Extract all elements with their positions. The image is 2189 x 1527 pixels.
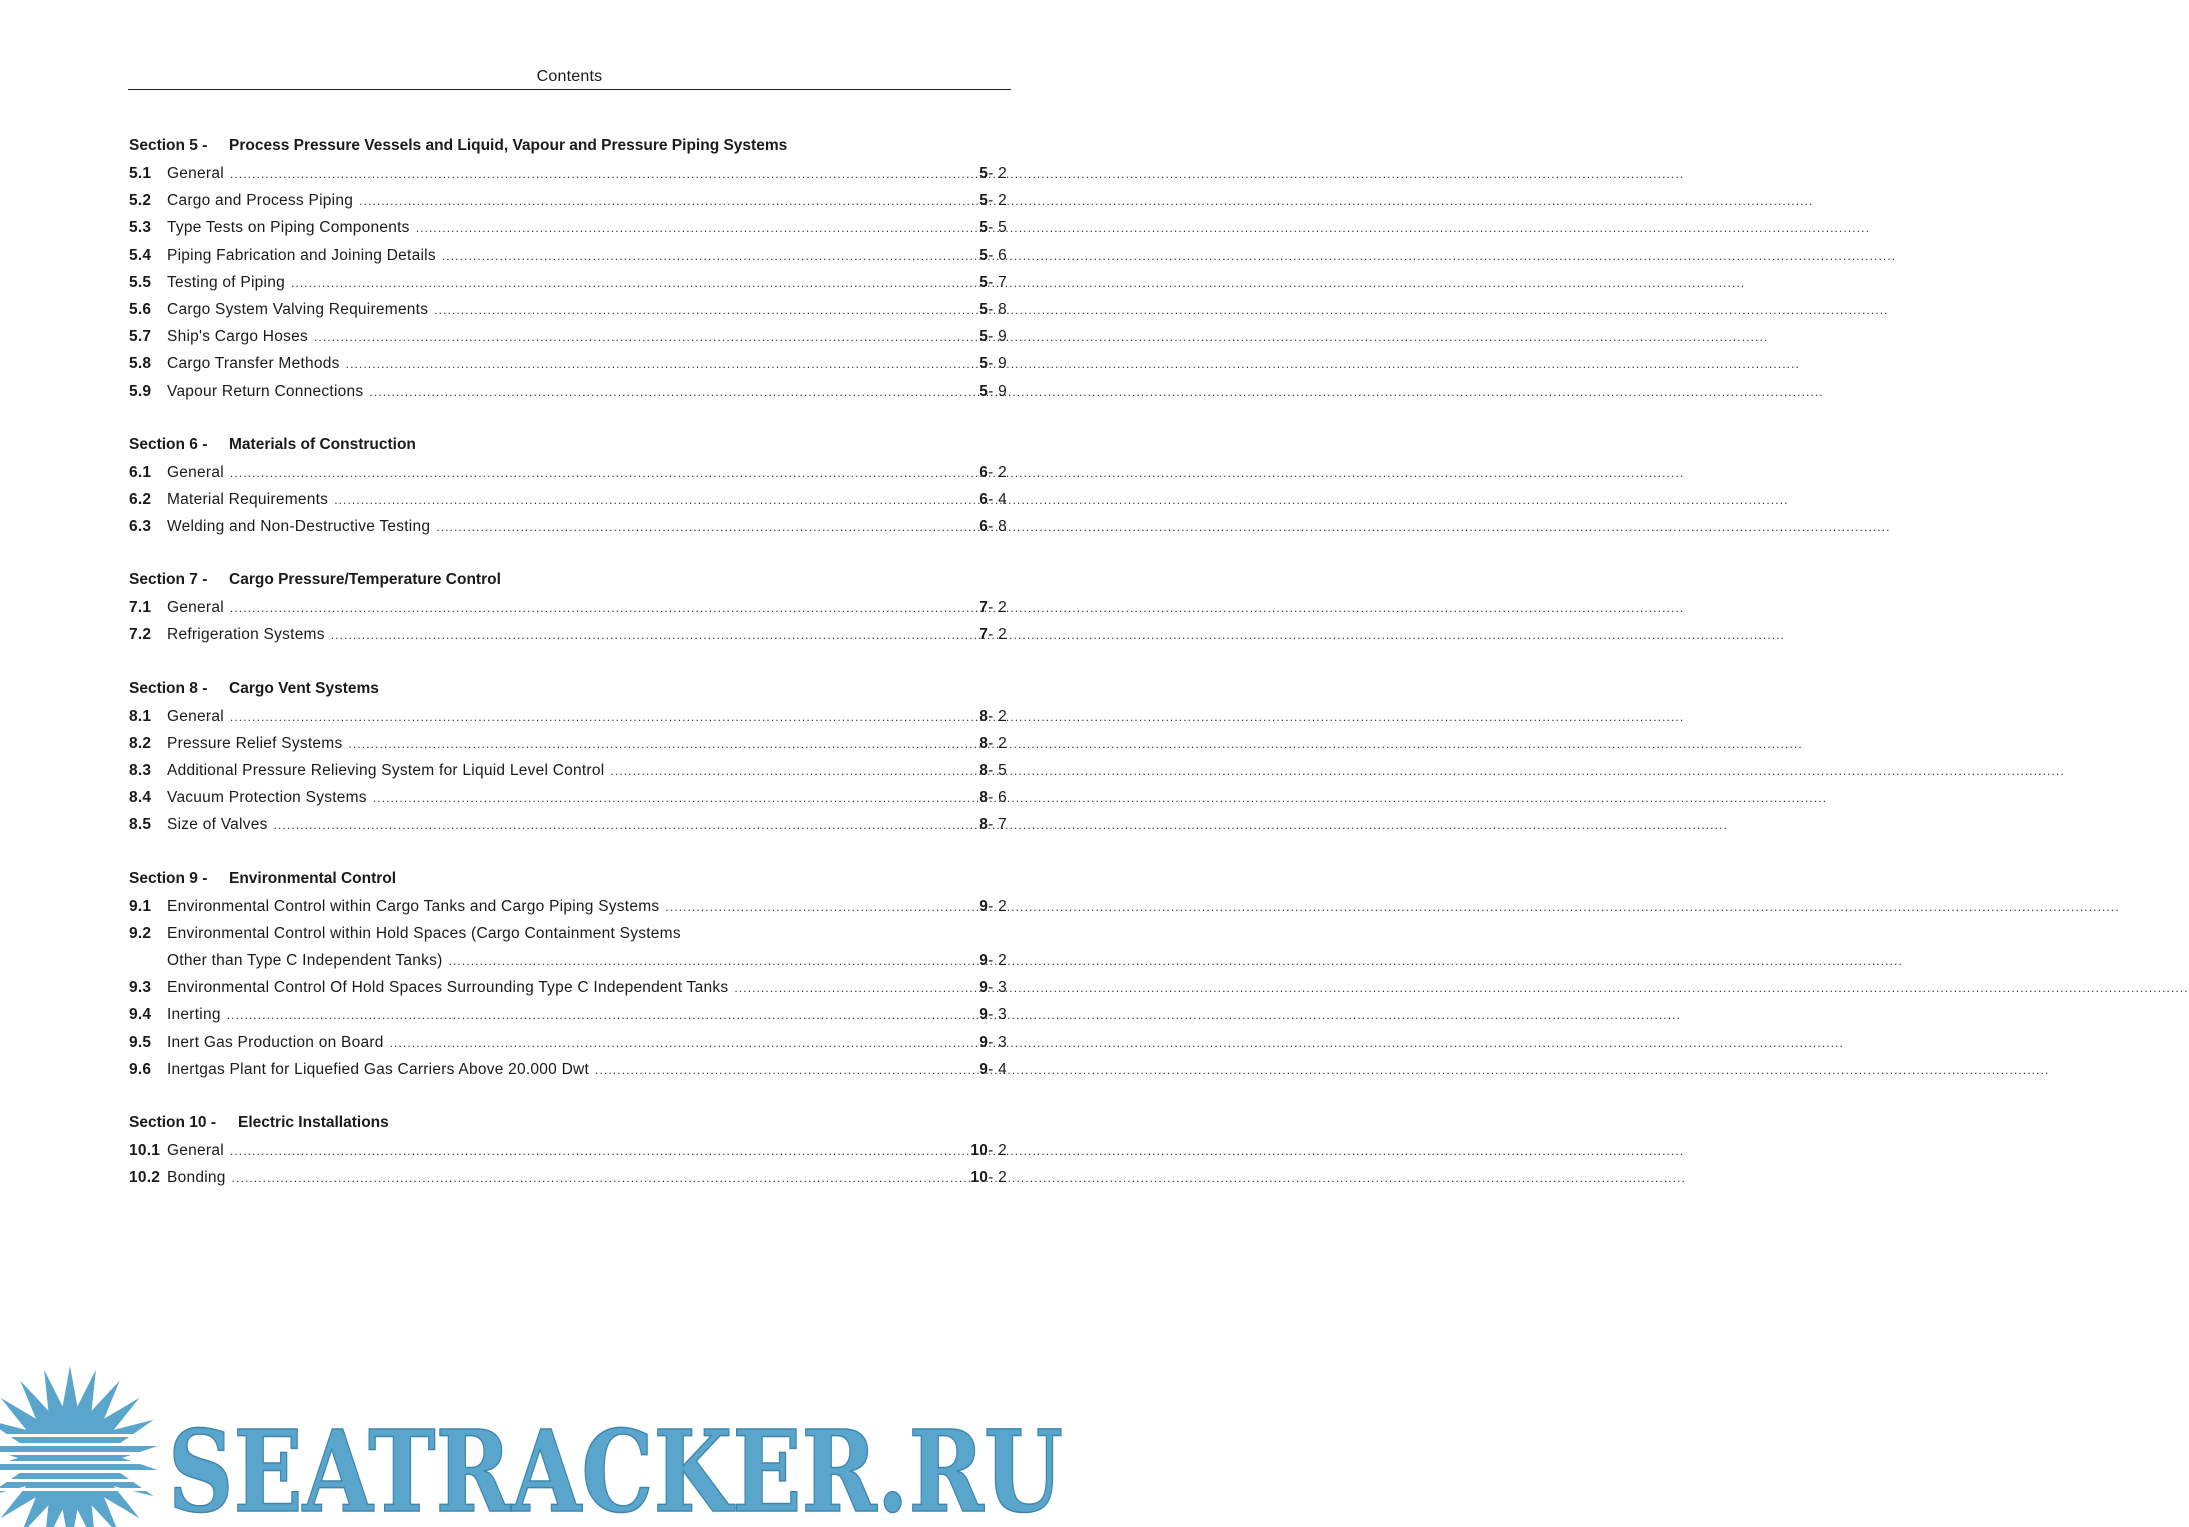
dot-leader [230,161,977,188]
entry-page [970,1137,1007,1164]
toc-entry[interactable] [129,947,1007,974]
entry-number: 8.3 [129,762,152,779]
dot-leader [610,758,977,785]
entry-title: Inerting [167,1006,221,1024]
page-number: - 8 [988,518,1007,536]
toc-entry[interactable] [129,160,1007,187]
toc-entry[interactable] [129,784,1007,811]
entry-title: General [167,1141,224,1159]
header-rule [128,89,1011,90]
entry-title: Environmental Control Of Hold Spaces Surrounding Type C Independent Tanks [167,979,729,997]
entry-number: 5.1 [129,165,152,182]
section-label: Section 9 - [129,869,208,887]
toc-entry[interactable] [129,594,1007,621]
dot-leader [346,351,978,378]
page-section: 9 [979,1006,989,1024]
entry-number: 5.9 [129,382,152,400]
sun-icon [0,1366,170,1527]
entry-title: General [167,165,224,182]
dot-leader [390,1030,978,1057]
page-number: - 6 [988,789,1007,807]
toc-entry[interactable] [129,187,1007,214]
entry-title: Additional Pressure Relieving System for Liquid Level Control [167,762,605,779]
page-section: 5 [979,219,989,237]
entry-page [979,621,1007,648]
page-number: - 6 [988,246,1007,264]
toc-section [129,1109,1007,1191]
page-section: 9 [979,1033,989,1051]
entry-page [979,323,1007,350]
entry-number: 9.1 [129,897,152,915]
entry-title: Inert Gas Production on Board [167,1033,384,1051]
entry-number: 6.3 [129,518,152,536]
entry-title: Environmental Control within Hold Spaces (Cargo Containment Systems [167,924,681,942]
page-section: 10 [970,1141,989,1159]
dot-leader [595,1057,977,1084]
section-title: Process Pressure Vessels and Liquid, Vapour and Pressure Piping Systems [229,137,788,154]
dot-leader [449,948,978,975]
page-number: - 2 [988,734,1007,752]
entry-number: 9.4 [129,1006,152,1024]
entry-title: Size of Valves [167,816,268,834]
entry-title: Testing of Piping [167,273,285,291]
section-title: Cargo Pressure/Temperature Control [229,571,501,589]
page-title: Contents [536,68,603,85]
page-number: - 2 [988,707,1007,725]
dot-leader [230,1138,969,1165]
dot-leader [734,975,977,1002]
page-section: 8 [979,762,989,779]
dot-leader [227,1002,978,1029]
page-section: 8 [979,707,989,725]
toc-section [129,132,1007,405]
dot-leader [442,243,977,270]
entry-number: 5.7 [129,328,152,346]
page-section: 8 [979,816,989,834]
section-label: Section 5 - [129,137,208,154]
section-heading [129,431,1007,459]
dot-leader [331,622,978,649]
entry-page [979,160,1007,187]
section-heading [129,675,1007,703]
page-section: 5 [979,328,989,346]
page-section: 5 [979,165,989,182]
page-number: - 2 [988,1141,1007,1159]
section-heading [129,865,1007,893]
toc-section [129,675,1007,839]
entry-page [979,757,1007,784]
page-number: - 5 [988,762,1007,779]
entry-number: 10.2 [129,1169,161,1187]
toc-entry[interactable] [129,703,1007,730]
entry-number: 5.3 [129,219,152,237]
entry-page [979,242,1007,269]
page-section: 7 [979,599,989,617]
entry-page [979,1029,1007,1056]
toc-entry[interactable] [129,974,1007,1001]
page-section: 8 [979,734,989,752]
page-number: - 8 [988,300,1007,318]
toc-entry[interactable] [129,214,1007,241]
section-heading [129,1109,1007,1137]
dot-leader [665,894,977,921]
entry-page [979,947,1007,974]
entry-number: 8.4 [129,789,152,807]
page-number: - 2 [988,1169,1007,1187]
toc-entry[interactable] [129,1164,1007,1191]
toc-entry[interactable] [129,621,1007,648]
entry-page [979,784,1007,811]
entry-number: 7.1 [129,599,152,617]
page-number: - 2 [988,165,1007,182]
section-heading [129,566,1007,594]
entry-title: Environmental Control within Cargo Tanks and Cargo Piping Systems [167,897,660,915]
dot-leader [416,215,978,242]
toc-section [129,865,1007,1083]
dot-leader [369,379,977,406]
watermark-text: SEATRACKER.RU [168,1407,1063,1527]
entry-number: 5.5 [129,273,152,291]
entry-page [979,486,1007,513]
page-section: 6 [979,463,989,481]
entry-title: Inertgas Plant for Liquefied Gas Carriers Above 20.000 Dwt [167,1060,590,1078]
entry-title: Cargo and Process Piping [167,192,354,210]
seatracker-logo [0,1368,1080,1527]
page-section: 5 [979,355,989,373]
entry-number: 5.8 [129,355,152,373]
toc-entry[interactable] [129,811,1007,838]
page-section: 5 [979,300,989,318]
toc-entry[interactable] [129,296,1007,323]
toc-entry[interactable] [129,242,1007,269]
toc-entry[interactable] [129,323,1007,350]
page-section: 5 [979,246,989,264]
toc-entry[interactable] [129,350,1007,377]
entry-page [979,893,1007,920]
entry-number: 9.3 [129,979,152,997]
entry-number: 6.1 [129,463,152,481]
page-section: 9 [979,979,989,997]
entry-number: 9.2 [129,924,152,942]
dot-leader [291,270,977,297]
toc-entry[interactable] [129,920,1007,947]
toc-entry[interactable] [129,730,1007,757]
section-title: Environmental Control [229,869,397,887]
toc-section [129,566,1007,648]
entry-number: 5.4 [129,246,152,264]
table-of-contents [129,132,1007,1217]
page-number: - 7 [988,273,1007,291]
entry-number: 10.1 [129,1141,161,1159]
entry-title: Vapour Return Connections [167,382,364,400]
page-number: - 2 [988,897,1007,915]
page-section: 5 [979,273,989,291]
page-number: - 3 [988,1006,1007,1024]
dot-leader [230,595,977,622]
entry-title: Cargo Transfer Methods [167,355,340,373]
entry-page [979,378,1007,405]
page-section: 9 [979,1060,989,1078]
entry-page [979,269,1007,296]
section-title: Cargo Vent Systems [229,679,379,697]
entry-number: 8.1 [129,707,152,725]
entry-title: Piping Fabrication and Joining Details [167,246,436,264]
entry-page [979,187,1007,214]
dot-leader [436,514,977,541]
section-label: Section 10 - [129,1113,216,1131]
dot-leader [373,785,977,812]
toc-entry[interactable] [129,486,1007,513]
entry-number: 6.2 [129,490,152,508]
toc-entry[interactable] [129,757,1007,784]
page-number: - 2 [988,626,1007,644]
entry-page [979,350,1007,377]
toc-entry[interactable] [129,1029,1007,1056]
entry-title: Cargo System Valving Requirements [167,300,429,318]
entry-page [979,1001,1007,1028]
toc-entry[interactable] [129,459,1007,486]
entry-title: General [167,463,224,481]
entry-title: Refrigeration Systems [167,626,325,644]
dot-leader [348,731,977,758]
dot-leader [334,487,977,514]
page-section: 5 [979,192,989,210]
toc-entry[interactable] [129,513,1007,540]
page-section: 5 [979,382,989,400]
page-number: - 3 [988,1033,1007,1051]
entry-number: 5.2 [129,192,152,210]
entry-title: General [167,707,224,725]
toc-entry[interactable] [129,893,1007,920]
entry-page [979,594,1007,621]
entry-page [979,214,1007,241]
page-section: 9 [979,951,989,969]
entry-number: 5.6 [129,300,152,318]
dot-leader [359,188,977,215]
dot-leader [274,812,978,839]
entry-title: Bonding [167,1169,226,1187]
entry-title: Material Requirements [167,490,329,508]
section-title: Materials of Construction [229,435,416,453]
entry-page [979,730,1007,757]
dot-leader [434,297,977,324]
page-number: - 4 [988,1060,1007,1078]
entry-title: Welding and Non-Destructive Testing [167,518,431,536]
entry-title: General [167,599,224,617]
page-number: - 9 [988,328,1007,346]
entry-number: 9.6 [129,1060,152,1078]
page-number: - 9 [988,355,1007,373]
page-number: - 9 [988,382,1007,400]
toc-entry[interactable] [129,1137,1007,1164]
page-number: - 2 [988,192,1007,210]
page-section: 7 [979,626,989,644]
entry-page [979,703,1007,730]
page-section: 6 [979,518,989,536]
page-number: - 4 [988,490,1007,508]
page-section: 8 [979,789,989,807]
section-label: Section 8 - [129,679,208,697]
entry-page [979,459,1007,486]
page-number: - 2 [988,951,1007,969]
entry-number: 8.2 [129,734,152,752]
entry-page [979,1056,1007,1083]
entry-page [979,811,1007,838]
toc-entry[interactable] [129,1056,1007,1083]
entry-title: Other than Type C Independent Tanks) [167,951,443,969]
page-number: - 2 [988,599,1007,617]
page-section: 9 [979,897,989,915]
entry-page [979,974,1007,1001]
entry-title: Type Tests on Piping Components [167,219,410,237]
section-heading [129,132,1007,160]
section-title: Electric Installations [238,1113,389,1131]
dot-leader [232,1165,969,1192]
entry-title: Vacuum Protection Systems [167,789,367,807]
entry-title: Ship's Cargo Hoses [167,328,308,346]
page-section: 6 [979,490,989,508]
toc-section [129,431,1007,541]
toc-entry[interactable] [129,1001,1007,1028]
entry-page [970,1164,1007,1191]
entry-number: 9.5 [129,1033,152,1051]
entry-page [979,513,1007,540]
page-number: - 7 [988,816,1007,834]
entry-number: 7.2 [129,626,152,644]
section-label: Section 7 - [129,571,208,589]
dot-leader [230,460,977,487]
dot-leader [314,324,977,351]
toc-entry[interactable] [129,269,1007,296]
page-number: - 3 [988,979,1007,997]
page-number: - 5 [988,219,1007,237]
entry-number: 8.5 [129,816,152,834]
toc-entry[interactable] [129,378,1007,405]
entry-title: Pressure Relief Systems [167,734,343,752]
entry-page [979,296,1007,323]
dot-leader [230,704,977,731]
section-label: Section 6 - [129,435,208,453]
page-number: - 2 [988,463,1007,481]
page-section: 10 [970,1169,989,1187]
